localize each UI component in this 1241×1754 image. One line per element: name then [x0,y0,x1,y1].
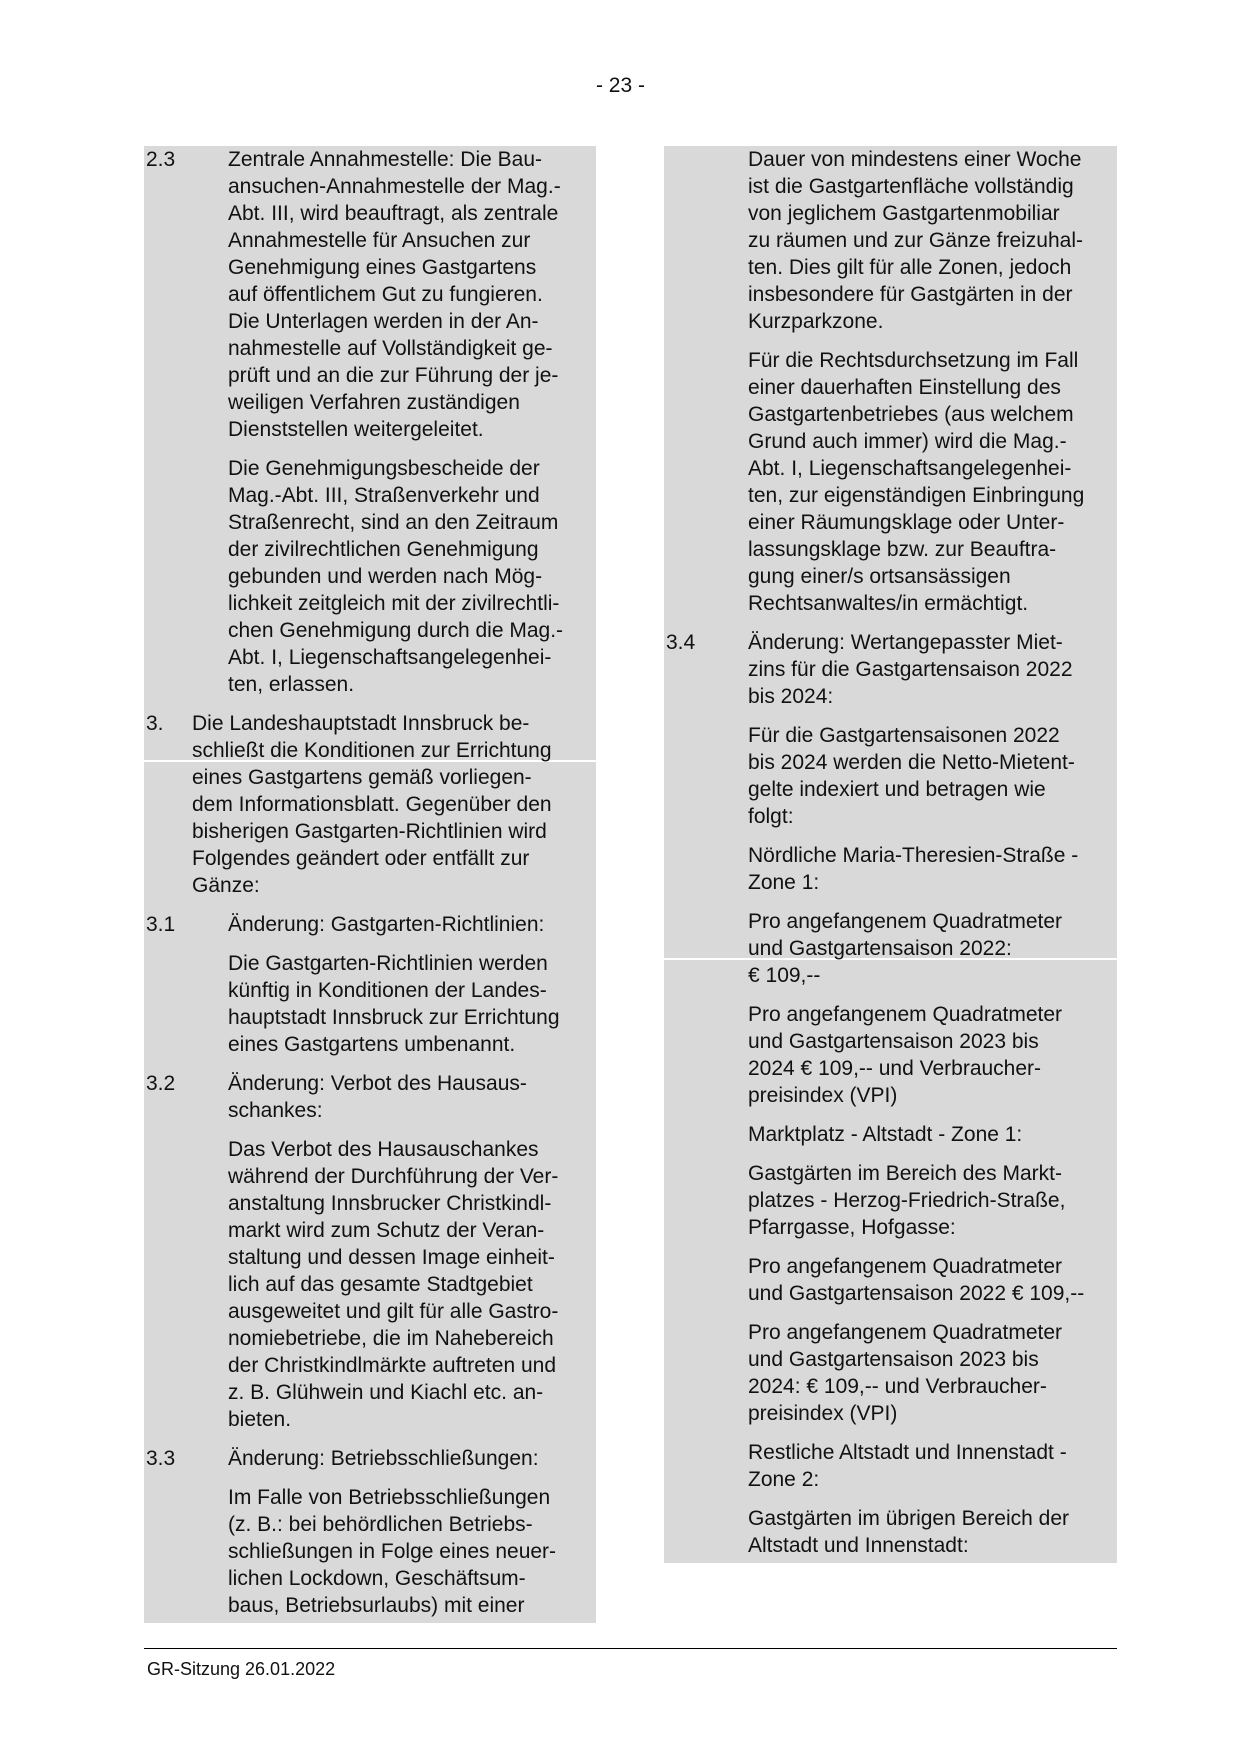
left-column [144,146,596,1623]
paragraph: Pro angefangenem Quadratmeter und Gastgartensaison 2023 bis 2024: € 109,-- und Verbraucher- preisindex (VPI) [748,1321,1063,1425]
right-column [664,146,1117,1563]
section-3-3 [144,1445,596,1619]
paragraph: Die Gastgarten-Richtlinien werden künftig in Konditionen der Landes- hauptstadt Innsbruck zur Errichtung eines Gastgartens umbenannt. [228,952,560,1056]
paragraph: Für die Rechtsdurchsetzung im Fall einer dauerhaften Einstellung des Gastgartenbetriebes (aus welchem Grund auch immer) wird die Mag.- Abt. I, Liegenschaftsangelegenhei- ten, zur eigenständigen Einbringung einer Räumungsklage oder Unter- lassungsklage bzw. zur Beauftra- gung einer/s ortsansässigen Rechtsanwaltes/in ermächtigt. [748,349,1085,615]
section-number: 3. [146,712,164,735]
footer-rule [144,1648,1117,1649]
paragraph: Änderung: Wertangepasster Miet- zins für die Gastgartensaison 2022 bis 2024: [748,631,1073,708]
paragraph: Gastgärten im übrigen Bereich der Altstadt und Innenstadt: [748,1507,1069,1557]
paragraph: Änderung: Gastgarten-Richtlinien: [228,913,545,936]
paragraph: Für die Gastgartensaisonen 2022 bis 2024 werden die Netto-Mietent- gelte indexiert und betragen wie folgt: [748,724,1075,828]
paragraph: Gastgärten im Bereich des Markt- platzes - Herzog-Friedrich-Straße, Pfarrgasse, Hofgasse: [748,1162,1066,1239]
paragraph: Nördliche Maria-Theresien-Straße - Zone 1: [748,844,1079,894]
section-number: 3.2 [146,1072,176,1095]
section-3 [144,710,596,899]
paragraph: Im Falle von Betriebsschließungen (z. B.: bei behördlichen Betriebs- schließungen in Folge eines neuer- lichen Lockdown, Geschäftsum- baus, Betriebsurlaubs) mit einer [228,1486,557,1617]
paragraph: Marktplatz - Altstadt - Zone 1: [748,1123,1023,1146]
paragraph: Pro angefangenem Quadratmeter und Gastgartensaison 2022: € 109,-- [748,910,1063,987]
paragraph: Dauer von mindestens einer Woche ist die Gastgartenfläche vollständig von jeglichem Gastgartenmobiliar zu räumen und zur Gänze freizuhal- ten. Dies gilt für alle Zonen, jedoch insbesondere für Gastgärten in der Kurzparkzone. [748,148,1084,333]
section-3-3-continued [664,146,1117,617]
section-3-1 [144,911,596,1058]
paragraph: Zentrale Annahmestelle: Die Bau- ansuchen-Annahmestelle der Mag.- Abt. III, wird beauftragt, als zentrale Annahmestelle für Ansuchen zur Genehmigung eines Gastgartens auf öffentlichem Gut zu fungieren. Die Unterlagen werden in der An- nahmestelle auf Vollständigkeit ge- prüft und an die zur Führung der je- weiligen Verfahren zuständigen Dienststellen weitergeleitet. [228,148,561,441]
section-2-3 [144,146,596,698]
page-number: - 23 - [595,74,645,97]
paragraph: Die Landeshauptstadt Innsbruck be- schließt die Konditionen zur Errichtung eines Gastgartens gemäß vorliegen- dem Informationsblatt. Gegenüber den bisherigen Gastgarten-Richtlinien wird Folgendes geändert oder entfällt zur Gänze: [192,712,552,897]
paragraph: Restliche Altstadt und Innenstadt - Zone 2: [748,1441,1067,1491]
section-number: 3.1 [146,913,176,936]
section-number: 2.3 [146,148,176,171]
paragraph: Änderung: Betriebsschließungen: [228,1447,539,1470]
footer-text: GR-Sitzung 26.01.2022 [147,1659,336,1679]
paragraph: Die Genehmigungsbescheide der Mag.-Abt. III, Straßenverkehr und Straßenrecht, sind an den Zeitraum der zivilrechtlichen Genehmigung gebunden und werden nach Mög- lichkeit zeitgleich mit der zivilrechtli- chen Genehmigung durch die Mag.- Abt. I, Liegenschaftsangelegenhei- ten, erlassen. [228,457,564,696]
paragraph: Pro angefangenem Quadratmeter und Gastgartensaison 2022 € 109,-- [748,1255,1085,1305]
section-number: 3.4 [666,631,696,654]
paragraph: Änderung: Verbot des Hausaus- schankes: [228,1072,527,1122]
paragraph: Das Verbot des Hausauschankes während der Durchführung der Ver- anstaltung Innsbrucker Christkindl- markt wird zum Schutz der Veran- staltung und dessen Image einheit- lich auf das gesamte Stadtgebiet ausgeweitet und gilt für alle Gastro- nomiebetriebe, die im Nahebereich der Christkindlmärkte auftreten und z. B. Glühwein und Kiachl etc. an- bieten. [228,1138,559,1431]
section-3-2 [144,1070,596,1433]
section-3-4 [664,629,1117,1559]
section-number: 3.3 [146,1447,176,1470]
paragraph: Pro angefangenem Quadratmeter und Gastgartensaison 2023 bis 2024 € 109,-- und Verbraucher- preisindex (VPI) [748,1003,1063,1107]
